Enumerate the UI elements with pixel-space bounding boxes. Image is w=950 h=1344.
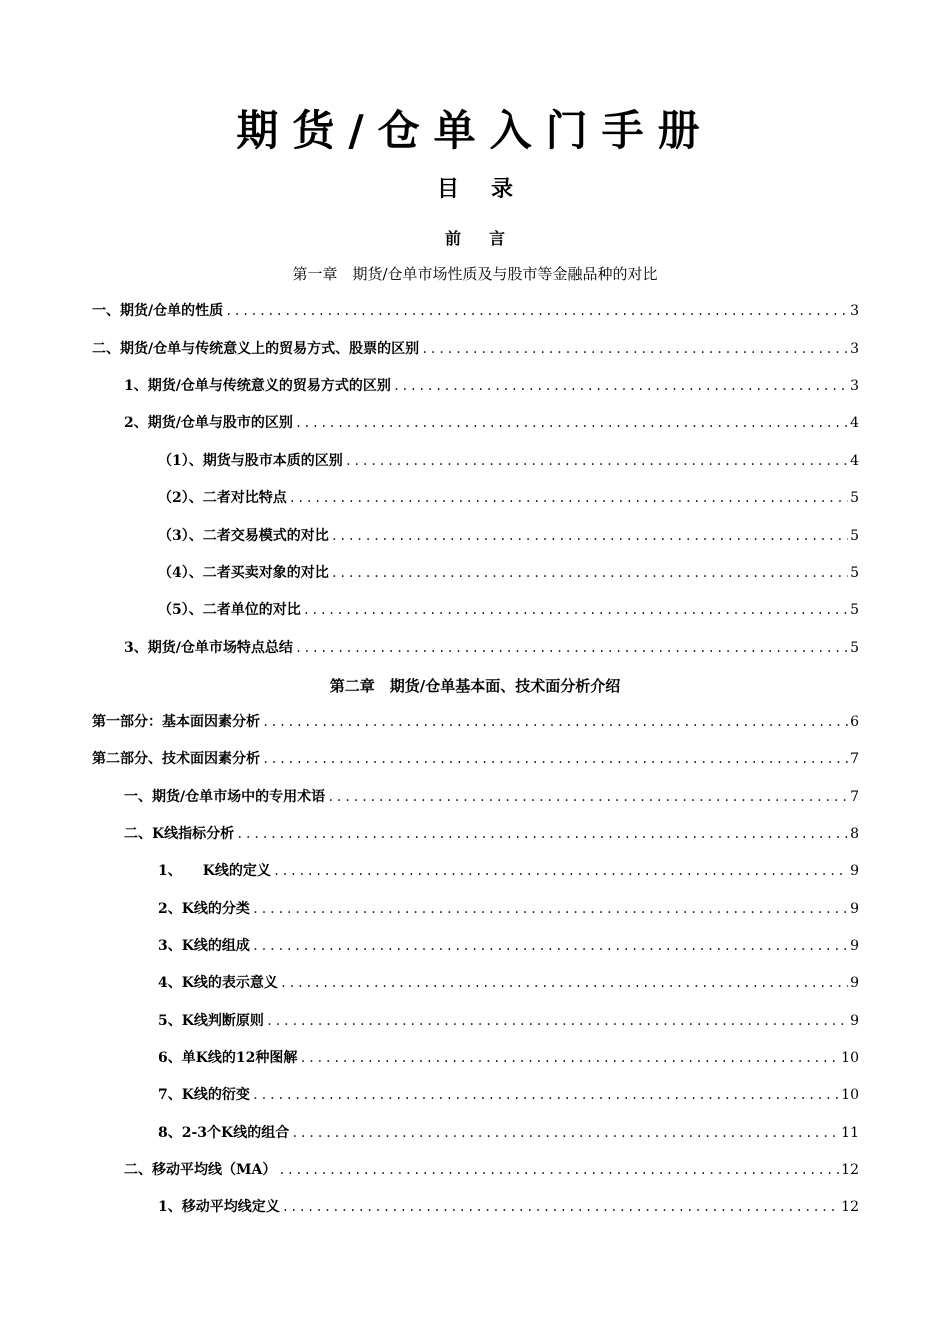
toc-entry[interactable] (158, 525, 859, 547)
toc-entry-page: 3 (850, 303, 859, 319)
dot-leader (331, 566, 848, 580)
toc-entry[interactable] (124, 637, 859, 659)
toc-entry-label: 二、移动平均线（MA） (124, 1162, 277, 1178)
toc-entry-page: 7 (850, 789, 859, 805)
toc-entry-page: 7 (850, 751, 859, 767)
dot-leader (327, 790, 848, 804)
toc-entry-label: （5）、二者单位的对比 (158, 602, 301, 618)
dot-leader (262, 752, 848, 766)
toc-entry-page: 10 (841, 1050, 859, 1066)
toc-entry[interactable] (158, 1010, 859, 1032)
toc-entry[interactable] (158, 935, 859, 957)
toc-entry[interactable] (92, 338, 859, 360)
toc-entry-page: 8 (850, 826, 859, 842)
toc-entry-page: 3 (850, 341, 859, 357)
toc-entry-page: 5 (850, 640, 859, 656)
toc-entry[interactable] (158, 1047, 859, 1069)
toc-entry-label: 4、K线的表示意义 (158, 975, 278, 991)
toc-entry-page: 5 (850, 565, 859, 581)
toc-entry-page: 3 (850, 378, 859, 394)
toc-entry-page: 9 (850, 863, 859, 879)
toc-entry[interactable] (158, 487, 859, 509)
dot-leader (345, 454, 848, 468)
dot-leader (421, 342, 848, 356)
dot-leader (331, 529, 848, 543)
toc-entry[interactable] (158, 898, 859, 920)
toc-entry-label: 8、2-3个K线的组合 (158, 1125, 290, 1141)
toc-entry[interactable] (158, 860, 859, 882)
dot-leader (225, 304, 848, 318)
toc-entry-label: 7、K线的衍变 (158, 1087, 250, 1103)
toc-entry-label: 2、K线的分类 (158, 901, 250, 917)
toc-entry[interactable] (92, 300, 859, 322)
toc-entry-label: （3）、二者交易模式的对比 (158, 528, 329, 544)
toc-entry-page: 12 (841, 1199, 859, 1215)
chapter-1-heading: 第一章 期货/仓单市场性质及与股市等金融品种的对比 (292, 265, 658, 283)
toc-entry-label: （4）、二者买卖对象的对比 (158, 565, 329, 581)
dot-leader (393, 379, 848, 393)
toc-entry-page: 12 (841, 1162, 859, 1178)
dot-leader (252, 902, 848, 916)
toc-heading: 目录 (436, 176, 545, 202)
dot-leader (266, 1014, 848, 1028)
dot-leader (282, 1200, 839, 1214)
toc-entry-label: 1、 K线的定义 (158, 863, 271, 879)
toc-entry-label: 一、期货/仓单市场中的专用术语 (124, 789, 326, 805)
toc-entry-label: 二、K线指标分析 (124, 826, 235, 842)
toc-entry[interactable] (158, 562, 859, 584)
toc-entry[interactable] (158, 1122, 859, 1144)
toc-entry-label: 3、期货/仓单市场特点总结 (124, 640, 293, 656)
toc-entry-page: 9 (850, 1013, 859, 1029)
toc-entry[interactable] (158, 1084, 859, 1106)
dot-leader (278, 1163, 839, 1177)
toc-entry[interactable] (124, 412, 859, 434)
toc-entry-label: 第一部分：基本面因素分析 (92, 714, 260, 730)
toc-entry-label: 1、移动平均线定义 (158, 1199, 280, 1215)
toc-entry-page: 9 (850, 901, 859, 917)
toc-entry-page: 5 (850, 602, 859, 618)
toc-entry[interactable] (158, 1196, 859, 1218)
dot-leader (252, 1088, 839, 1102)
toc-entry[interactable] (158, 450, 859, 472)
toc-entry[interactable] (124, 1159, 859, 1181)
chapter-2-heading: 第二章 期货/仓单基本面、技术面分析介绍 (329, 677, 621, 695)
toc-entry-page: 11 (841, 1125, 859, 1141)
toc-entry[interactable] (124, 786, 859, 808)
toc-entry-label: 一、期货/仓单的性质 (92, 303, 224, 319)
toc-entry[interactable] (158, 599, 859, 621)
dot-leader (280, 976, 848, 990)
toc-entry-page: 10 (841, 1087, 859, 1103)
toc-entry-label: （1）、期货与股市本质的区别 (158, 453, 343, 469)
dot-leader (299, 1051, 839, 1065)
toc-entry-page: 6 (850, 714, 859, 730)
preface-heading: 前言 (444, 229, 533, 248)
toc-entry-label: （2）、二者对比特点 (158, 490, 287, 506)
toc-entry[interactable] (158, 972, 859, 994)
toc-entry[interactable] (92, 711, 859, 733)
toc-entry-page: 4 (850, 453, 859, 469)
dot-leader (291, 1126, 839, 1140)
toc-entry-label: 第二部分、技术面因素分析 (92, 751, 260, 767)
toc-entry[interactable] (124, 823, 859, 845)
dot-leader (236, 827, 848, 841)
toc-entry-page: 9 (850, 975, 859, 991)
dot-leader (252, 939, 848, 953)
toc-entry-label: 6、单K线的12种图解 (158, 1050, 298, 1066)
dot-leader (295, 416, 848, 430)
toc-entry[interactable] (92, 748, 859, 770)
toc-entry-label: 3、K线的组成 (158, 938, 250, 954)
toc-entry-label: 1、期货/仓单与传统意义的贸易方式的区别 (124, 378, 391, 394)
document-title: 期货/仓单入门手册 (236, 106, 714, 155)
dot-leader (289, 491, 848, 505)
toc-entry-page: 4 (850, 415, 859, 431)
toc-entry-page: 9 (850, 938, 859, 954)
dot-leader (303, 603, 848, 617)
dot-leader (273, 864, 848, 878)
toc-entry-label: 二、期货/仓单与传统意义上的贸易方式、股票的区别 (92, 341, 420, 357)
dot-leader (262, 715, 848, 729)
toc-entry-label: 2、期货/仓单与股市的区别 (124, 415, 293, 431)
dot-leader (295, 641, 848, 655)
toc-entry[interactable] (124, 375, 859, 397)
toc-entry-page: 5 (850, 490, 859, 506)
toc-entry-page: 5 (850, 528, 859, 544)
toc-entry-label: 5、K线判断原则 (158, 1013, 264, 1029)
